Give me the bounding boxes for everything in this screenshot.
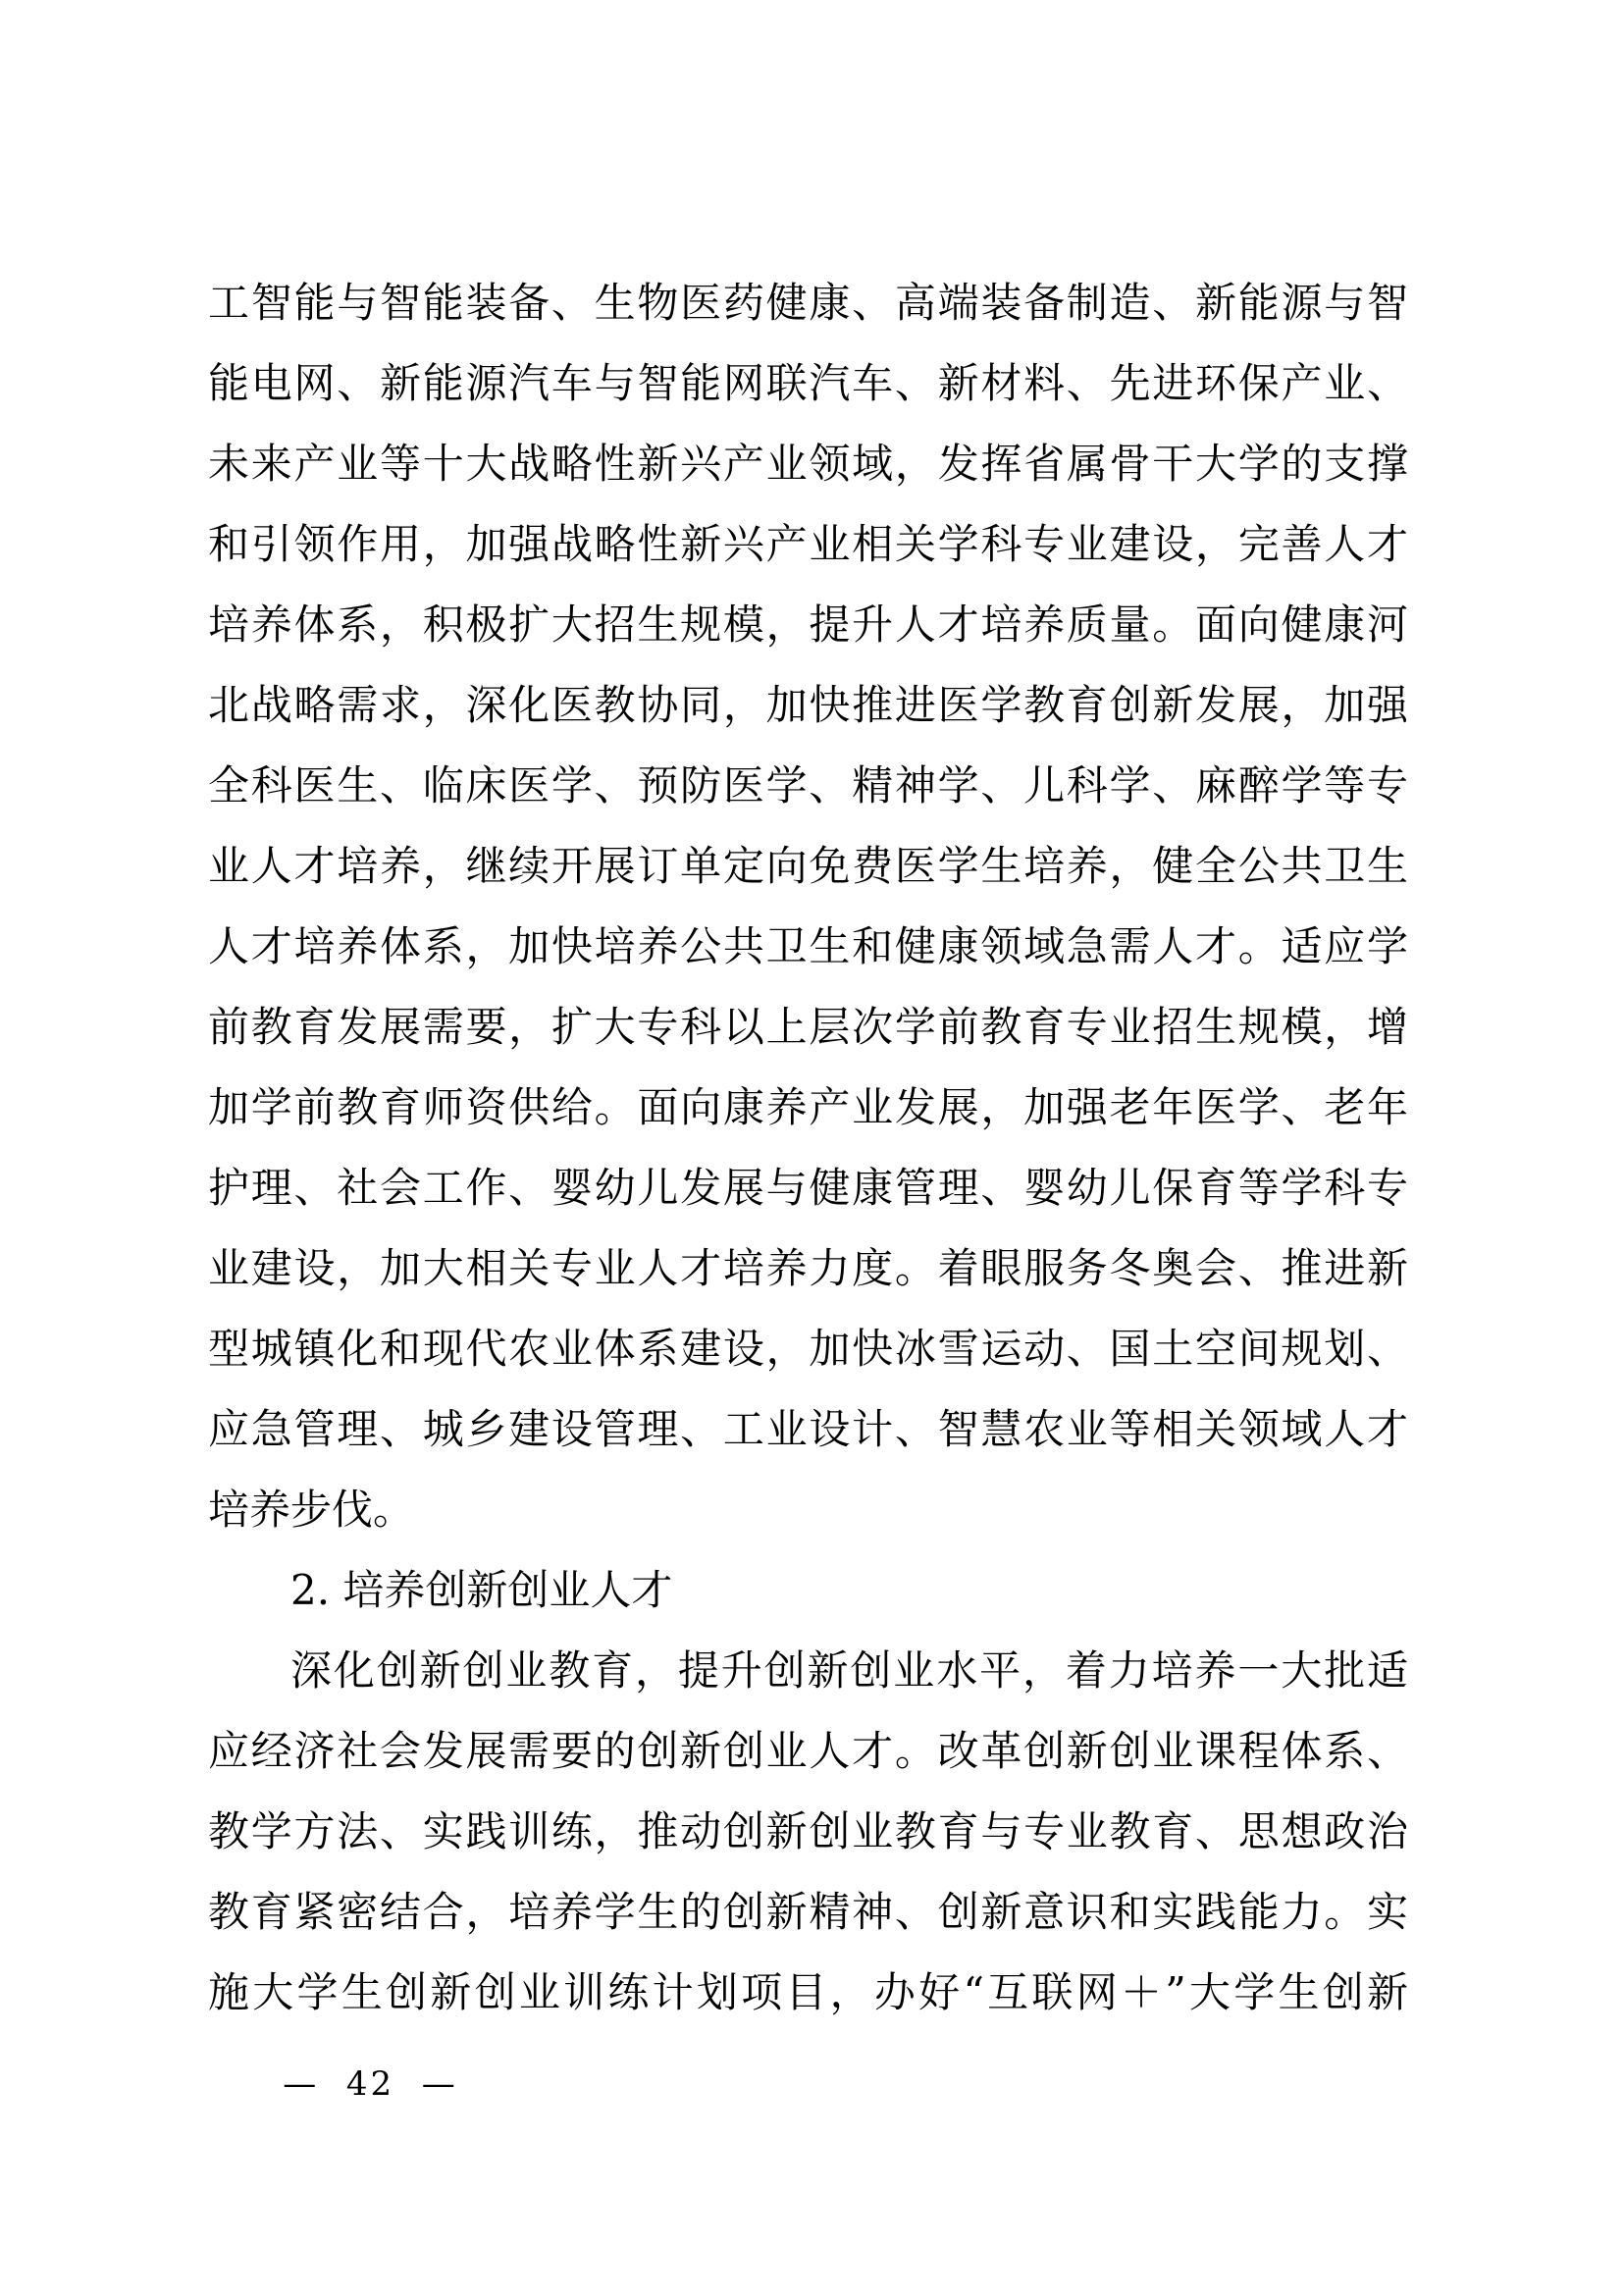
text-line: 工智能与智能装备、生物医药健康、高端装备制造、新能源与智 [208,279,1408,327]
text-line: 全科医生、临床医学、预防医学、精神学、儿科学、麻醉学等专 [208,761,1408,809]
text-line: 教育紧密结合，培养学生的创新精神、创新意识和实践能力。实 [208,1888,1408,1936]
text-line: 人才培养体系，加快培养公共卫生和健康领域急需人才。适应学 [208,922,1408,970]
page-footer [229,2019,458,2104]
text-line: 应经济社会发展需要的创新创业人才。改革创新创业课程体系、 [208,1727,1408,1775]
text-line: 教学方法、实践训练，推动创新创业教育与专业教育、思想政治 [208,1807,1408,1855]
text-line: 业人才培养，继续开展订单定向免费医学生培养，健全公共卫生 [208,842,1408,890]
text-line: 应急管理、城乡建设管理、工业设计、智慧农业等相关领域人才 [208,1405,1408,1453]
document-body [208,263,1408,2033]
text-line: 培养步伐。 [208,1486,415,1534]
text-line: 培养体系，积极扩大招生规模，提升人才培养质量。面向健康河 [208,600,1408,649]
section-heading: 2. 培养创新创业人才 [290,1566,673,1614]
text-line: 未来产业等十大战略性新兴产业领域，发挥省属骨干大学的支撑 [208,440,1408,488]
text-line: 深化创新创业教育，提升创新创业水平，着力培养一大批适 [290,1646,1408,1695]
text-line: 北战略需求，深化医教协同，加快推进医学教育创新发展，加强 [208,681,1408,729]
page-number: — 42 — [283,2064,458,2104]
text-line: 前教育发展需要，扩大专科以上层次学前教育专业招生规模，增 [208,1003,1408,1051]
text-line: 加学前教育师资供给。面向康养产业发展，加强老年医学、老年 [208,1083,1408,1131]
text-line: 和引领作用，加强战略性新兴产业相关学科专业建设，完善人才 [208,520,1408,568]
text-line: 业建设，加大相关专业人才培养力度。着眼服务冬奥会、推进新 [208,1244,1408,1292]
paragraph-2 [208,1631,1408,2033]
text-line: 施大学生创新创业训练计划项目，办好“互联网＋”大学生创新 [208,1968,1408,2016]
text-line: 能电网、新能源汽车与智能网联汽车、新材料、先进环保产业、 [208,359,1408,407]
paragraph-continued [208,263,1408,1550]
text-line: 型城镇化和现代农业体系建设，加快冰雪运动、国土空间规划、 [208,1325,1408,1373]
text-line: 护理、社会工作、婴幼儿发展与健康管理、婴幼儿保育等学科专 [208,1164,1408,1212]
